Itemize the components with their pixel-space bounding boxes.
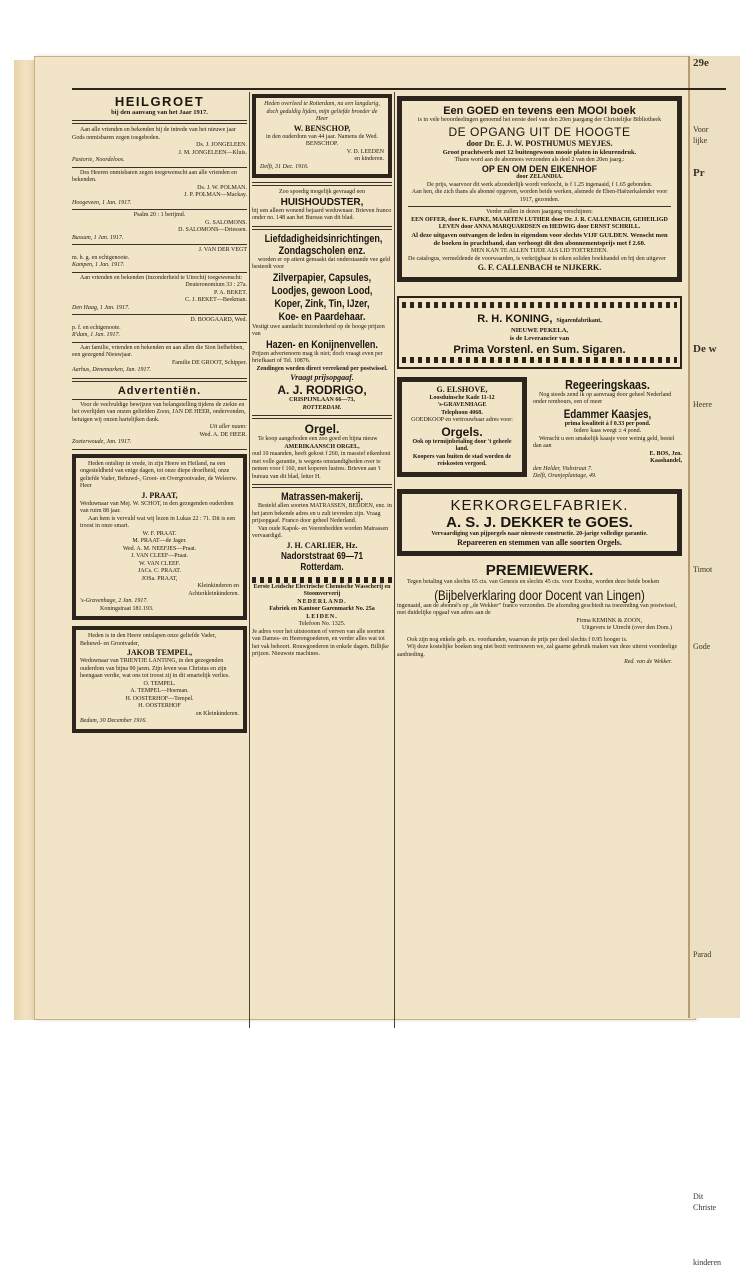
huishoudster-title: HUISHOUDSTER,	[280, 196, 364, 208]
greeting-place: Kampen, 1 Jan. 1917.	[72, 262, 125, 269]
greeting-signer: p. f. en echtgenoote.	[72, 324, 121, 331]
orgel-sub: AMERIKAANSCH ORGEL,	[284, 443, 360, 450]
divider	[72, 272, 247, 273]
kaas-kind: Kaashandel,	[650, 458, 682, 465]
greeting-signer: D. SALOMONS—Driessen.	[178, 227, 247, 234]
dekker-title: KERKORGELFABRIEK.	[450, 496, 629, 514]
elshove-advert	[397, 377, 527, 477]
column-3	[397, 96, 682, 1028]
greeting-signer: C. J. BEKET—Beekman.	[185, 297, 247, 304]
death-name: W. BENSCHOP,	[293, 123, 351, 133]
death-text: Aan hem is vervuld wat wij lezen in Lukas 22 : 71. Dit is een troost in onze smart.	[80, 515, 236, 530]
koning-kind: Sigarenfabrikant,	[556, 318, 602, 325]
divider	[252, 226, 392, 230]
greeting-text: Deuteronomium 33 : 27a.	[185, 282, 247, 289]
greeting-text: Aan alle vrienden en bekenden bij de intrede van het nieuwe jaar Gods onmisbaren zegen toegebeden.	[72, 127, 236, 141]
next-page-fragment	[688, 56, 740, 1267]
divider	[252, 182, 392, 186]
liefdadig-title: Zondagscholen enz.	[278, 244, 366, 257]
heilgroet-subtitle: bij den aanvang van het Jaar 1917.	[111, 109, 208, 116]
greeting-place: Pastorie, Noordeloos.	[72, 157, 125, 164]
wasscherij-tel: Telefoon No. 1325.	[298, 621, 346, 627]
liefdadig-hazen: Hazen- en Konijnenvellen.	[266, 338, 378, 351]
opgang-text: Verder zullen in dezen jaargang verschijnen:	[486, 209, 593, 216]
kaas-addr: den Helder, Visbstraat 7.	[533, 465, 593, 472]
ornament-row	[402, 302, 677, 308]
mourner: JACs. C. PRAAT.	[137, 568, 182, 575]
death-place: Bedum, 30 December 1916.	[80, 718, 147, 725]
greeting-signer: Ds. J. W. POLMAN.	[197, 184, 247, 191]
heilgroet-title: HEILGROET	[114, 94, 205, 109]
death-street: Koningstraat 181.193.	[100, 605, 154, 612]
matrassen-text: Van oude Kapok- en Veerenbedden worden Matrassen vervaardigd.	[252, 525, 389, 539]
greeting-text: Psalm 20 : 1 berijmd.	[133, 212, 186, 219]
greeting-place: Aarhus, Denemarken, Jan. 1917.	[72, 367, 152, 374]
advert-title: Advertentiën.	[117, 384, 202, 397]
death-place: Delft, 31 Dec. 1916.	[260, 163, 309, 170]
advert-sign-label: Uit aller naam:	[209, 424, 247, 431]
greeting-signer: G. SALOMONS.	[205, 219, 247, 226]
mourner: JOSa. PRAAT,	[141, 575, 178, 582]
orgel-title: Orgel.	[304, 422, 340, 436]
opgang-text: Thans word aan de abonnees verzonden als deel 2 van den 20en jaarg.:	[454, 156, 625, 163]
kaas-big: Edammer Kaasjes,	[563, 406, 652, 421]
liefdadig-title: Liefdadigheidsinrichtingen,	[264, 232, 383, 245]
dekker-text2: Repareeren en stemmen van alle soorten Orgels.	[457, 538, 622, 548]
opgang-text: Aan hen, die zich thans als abonné opgeven, worden beide werken, alsmede de Eben-Haëzerkalender voor 1917, gezonden.	[411, 189, 668, 203]
death-text: Heden is in den Heere ontslapen onze geliefde Vader, Behuwd- en Grootvader,	[80, 633, 217, 647]
elshove-big: Orgels.	[441, 424, 483, 439]
divider	[252, 484, 392, 488]
death-place: 's-Gravenhage, 2 Jan. 1917.	[80, 598, 148, 605]
opgang-text: MEN KAN TE ALLEN TIJDE ALS LID TOETREDEN.	[471, 248, 608, 255]
mourner: en Kleinkinderen.	[196, 710, 239, 717]
kaas-text: Iedere kaas weegt ± 4 pond.	[573, 428, 642, 435]
divider	[252, 415, 392, 419]
greeting-place: Hoogeveen, 1 Jan. 1917.	[72, 199, 132, 206]
mourner: J. VAN CLEEF—Praat.	[130, 553, 189, 560]
wasscherij-city: LEIDEN.	[306, 613, 338, 620]
premie-text: ingenaaid, aan de abonné's op „de Wekker” franco verzonden. De afzending geschiedt na toezending van postwissel, met duidelijke opgaaf van adres aan de	[397, 602, 677, 617]
mourner: W. VAN CLEEF.	[138, 560, 181, 567]
liefdadig-text: Prijzen advertenorm mag ik niet; doch vraagt even per briefkaart of Tel. 10876.	[252, 350, 383, 364]
premie-firm: Firma KEMINK & ZOON,	[576, 617, 642, 624]
mourner: Kleinkinderen en	[197, 583, 239, 590]
elshove-name: G. ELSHOVE,	[436, 384, 488, 394]
death-text: Weduwnaar van TRIENTJE LANTING, in den gezegenden ouderdom van bijna 90 jaren. Zijn leven was Christus en zijn heengaan verdie, wat ons tot troost zij in dit smartelijk verlies.	[80, 658, 230, 680]
premie-text: Ook zijn nog enkele geb. ex. voorhanden, waarvan de prijs per deel slechts f 0.95 hooger is.	[407, 636, 628, 643]
next-page-text: 29e Voor lijke Pr De w Heere Timot Gode Parad Dit Christe kinderen	[693, 57, 721, 1267]
divider	[72, 244, 247, 245]
row-elshove-kaas	[397, 377, 682, 481]
koning-city: NIEUWE PEKELA,	[510, 327, 569, 335]
greeting-place: R'dam, 1 Jan. 1917.	[72, 332, 120, 339]
dekker-name: A. S. J. DEKKER te GOES.	[446, 513, 633, 531]
kaas-title: Regeeringskaas.	[565, 376, 650, 392]
greeting-place: Den Haag, 1 Jan. 1917.	[72, 304, 130, 311]
divider	[72, 209, 247, 210]
liefdadig-text: Zendingen worden direct verrekend per postwissel.	[256, 365, 388, 372]
carlier-name: J. H. CARLIER, Hz.	[286, 540, 358, 550]
advert-text: Voor de veelvuldige bewijzen van belangstelling tijdens de ziekte en het overlijden van onzen geliefden Zoon, JAN DE HEER, ondervonden, betuigen wij onzen hartelijken dank.	[72, 401, 246, 423]
opgang-text: De catalogus, vermeldende de voorwaarden, is verkrijgbaar in eiken soliden boekhandel en bij den uitgever	[408, 255, 666, 262]
premie-firm2: Uitgevers te Utrecht (over den Dom.)	[582, 625, 672, 632]
huishoudster-text: bij een alleen wonend bejaard weduwnaar. Brieven franco onder no. 148 aan het Bureau van dit blad.	[252, 207, 392, 221]
koning-name: R. H. KONING,	[477, 313, 553, 326]
mourner: A. TEMPEL—Hoeman.	[130, 688, 189, 695]
greeting-text: Des Heeren onmisbaren zegen toegewenscht aan alle vrienden en bekenden.	[72, 169, 237, 184]
premie-text: Tegen betaling van slechts 65 cts. van Genesis en slechts 45 cts. voor Exodus, worden deze beide boeken	[407, 579, 660, 586]
kaas-advert	[533, 377, 682, 481]
liefdadig-materials: Zilverpapier, Capsules, Loodjes, gewoon Lood, Koper, Zink, Tin, IJzer, Koe- en Paardehaar.	[271, 271, 373, 323]
mourner: H. OOSTERHOF—Tempel.	[125, 695, 194, 702]
death-notice-benschop	[252, 94, 392, 178]
greeting-place: Bussum, 1 Jan. 1917.	[72, 234, 124, 241]
death-notice-tempel	[72, 626, 247, 733]
koning-line	[402, 309, 677, 327]
advert-signer: Wed. A. DE HEER.	[199, 431, 247, 438]
death-name: J. PRAAT,	[141, 490, 178, 500]
ornament-row	[402, 357, 677, 363]
divider	[72, 120, 247, 124]
opgang-text: is in vele beoordeelingen genoemd het eerste deel van den 20en jaargang der Christelijke Bibliotheek	[417, 117, 662, 123]
greeting-text: Aan vrienden en bekenden (inzonderheid te Utrecht) toegewenscht:	[80, 274, 243, 281]
rodrigo-name: A. J. RODRIGO,	[277, 383, 367, 397]
death-text: in den ouderdom van 44 jaar. Namens de Wed. BENSCHOP.	[265, 133, 379, 147]
death-name: JAKOB TEMPEL,	[126, 648, 193, 658]
wasscherij-fabriek: Fabriek en Kantoor Garenmarkt No. 25a	[269, 606, 375, 612]
wasscherij-text: Je adres voor het uitstoomen of verven van alle soorten van Dames- en Heerengoederen, en verder alles wat tot het vak behoort. Rouwgoederen in enkele dagen. Billijke prijzen. Nieuwste machines.	[252, 628, 389, 657]
kaas-text: prima kwaliteit à f 0.33 per pond.	[564, 420, 651, 427]
elshove-tel: Telephoon 4068.	[441, 409, 483, 416]
opgang-publisher: G. F. CALLENBACH te NIJKERK.	[477, 263, 602, 273]
mourner: Wed. A. M. NEEFJES—Praat.	[122, 545, 197, 552]
death-signer: en kinderen.	[354, 156, 384, 162]
column-2	[252, 94, 392, 1028]
carlier-street: Nadorststraat 69—71 Rotterdam.	[280, 550, 364, 573]
orgel-text: oud 10 maanden, heeft gekost f 260, in massief eikenhout met volle garantie, is wegens omstandigheden over te nemen voor f 160, met koperen lustres. Brieven aan 't bureau van dit blad, letter H.	[252, 451, 391, 480]
greeting-signer: P. A. BEKET.	[213, 289, 247, 296]
divider	[72, 399, 247, 400]
matrassen-title: Matrassen-makerij.	[281, 491, 363, 503]
column-1	[72, 94, 247, 1028]
wasscherij-title: Eerste Leidsche Electrische Chemische Wasscherij en Stoomververij	[253, 583, 391, 597]
huishoudster-intro: Zoo spoedig mogelijk gevraagd een	[279, 189, 365, 195]
greeting-signer: m. h. g. en echtgenoote.	[72, 254, 130, 261]
koning-product: Prima Vorstenl. en Sum. Sigaren.	[453, 343, 626, 356]
death-signer: V. D. LEEDEN	[346, 148, 384, 155]
elshove-text: GOEDKOOP en vertrouwbaar adres voor:	[411, 417, 513, 424]
elshove-city: 's-GRAVENHAGE	[437, 402, 487, 409]
divider	[72, 378, 247, 382]
opgang-title: Een GOED en tevens een MOOI boek	[443, 105, 636, 117]
rodrigo-city: ROTTERDAM.	[302, 404, 342, 411]
death-notice-praat	[72, 454, 247, 621]
liefdadig-text: Vestigt uwe aandacht inzonderheid op de hooge prijzen van	[252, 323, 385, 337]
opgang-big2: OP EN OM DEN EIKENHOF	[481, 164, 598, 175]
divider	[408, 206, 671, 207]
greeting-signer: D. BOOGAARD, Wed.	[190, 317, 247, 324]
koning-advert	[397, 296, 682, 368]
mourner: W. F. PRAAT.	[142, 530, 177, 537]
premie-sign: Red. van de Wekker.	[624, 659, 672, 666]
dekker-advert	[397, 489, 682, 557]
kaas-addr: Delft, Oranjeplantage, 49.	[533, 473, 597, 480]
ornament-row	[252, 577, 392, 583]
opgang-list: EEN OFFER, door K. FAPKE, MAARTEN LUTHER door Dr. J. R. CALLENBACH, GEHEILIGD LEVEN door ANNA MARQUARDSEN en HEDWIG door ERNST SCHRILL.	[411, 216, 668, 231]
kaas-text: Nog steeds zend ik op aanvraag door geheel Nederland onder rembours, een of meer	[533, 391, 672, 406]
greeting-text: Aan familie, vrienden en bekenden en aan allen die Sion liefhebben, een gezegend Nieuwjaar.	[72, 344, 244, 359]
opgang-author2: door ZELANDIA.	[516, 174, 563, 181]
opgang-big: DE OPGANG UIT DE HOOGTE	[448, 124, 631, 139]
matrassen-text: Besteld allen soorten MATRASSEN, BEDDEN, enz. in het jaren bekende adres en u zult tevreden zijn. Vraag prijsopgaaf. Franco door geheel Nederland.	[252, 503, 392, 524]
greeting-signer: J. P. POLMAN—Mackay.	[184, 192, 247, 199]
opgang-big3: Al deze uitgaven ontvangen de leden in eigendom voor slechts VIJF GULDEN. Wenscht men de boeken in prachtband, dan verhoogt dit den abonnementsprijs met f 2.60.	[411, 231, 668, 247]
orgel-text: Te koop aangeboden een zoo goed en bijna nieuw	[258, 436, 378, 442]
greeting-signer: Ds. J. JONGELEEN.	[196, 142, 247, 149]
kaas-name: E. BOS, Jzn.	[649, 450, 682, 457]
mourner: Achterkleinkinderen.	[188, 590, 239, 597]
opgang-sub: Groot prachtwerk met 12 buitengewoon mooie platen in kleurendruk.	[442, 148, 637, 156]
advert-place: Zoeterwoude, Jan. 1917.	[72, 439, 132, 446]
divider	[72, 167, 247, 168]
opgang-author: door Dr. E. J. W. POSTHUMUS MEYJES.	[466, 138, 613, 148]
divider	[72, 449, 247, 450]
mourner: H. OOSTERHOF	[138, 703, 181, 710]
rodrigo-street: CRISPIJNLAAN 66—73,	[289, 397, 355, 403]
divider	[72, 314, 247, 315]
elshove-street: Loosduinsche Kade 11-12	[429, 394, 495, 401]
premie-big: (Bijbelverklaring door Docent van Lingen)	[434, 586, 645, 603]
dekker-text: Vervaardiging van pijporgels naar nieuwste constructie. 20-jarige volledige garantie.	[431, 530, 648, 537]
divider	[72, 342, 247, 343]
elshove-text: Ook op termijnbetaling door 't geheele land.	[412, 438, 512, 453]
death-text: Heden ontsliep in vrede, in zijn Heere en Heiland, na een ongesteldheid van enige dagen, tot onze diepe droefheid, onze geliefde Vader, Behuwd-, Groot- en Overgrootvader, de Weleerw. Heer	[80, 460, 238, 490]
kaas-text: Wenscht u een smakelijk kaasje voor weinig geld, bestel dan aan	[533, 435, 675, 450]
greeting-signer: Familie DE GROOT, Schipper.	[171, 359, 247, 366]
death-text: Heden overleed te Rotterdam, na een langdurig, doch geduldig lijden, mijn geliefde broeder de Heer	[264, 101, 380, 122]
greeting-signer: J. VAN DER VEGT	[198, 247, 247, 254]
liefdadig-text: worden er op attent gemaakt dat onderstaande vee geld besteedt voor	[252, 256, 390, 270]
top-rule	[72, 88, 726, 90]
death-text: Weduwnaar van Mej. W. SCHOT, in den gezegenden ouderdom van ruim 88 jaar.	[80, 500, 234, 515]
premie-title: PREMIEWERK.	[485, 562, 594, 580]
elshove-text: Koopers van buiten de stad worden de reiskosten vergoed.	[412, 453, 512, 468]
liefdadig-prijs: Vraagt prijsopgaaf.	[290, 373, 354, 382]
premie-text: Wij deze kostelijke boeken nog niet bezit vertrouwen we, zal gaarne gebruik maken van deze uiterst voordeelige aanbieding.	[397, 644, 678, 658]
column-rule	[249, 92, 250, 1028]
column-rule	[394, 92, 395, 1028]
koning-text: is de Leverancier van	[509, 335, 570, 343]
opgang-prices: De prijs, waarvoor dit werk afzonderlijk wordt verkocht, is f 1.25 ingenaaid, f 1.65 gebonden.	[426, 181, 653, 188]
greeting-signer: J. M. JONGELEEN—Kluis.	[178, 149, 247, 156]
mourner: O. TEMPEL.	[143, 680, 176, 687]
opgang-advert	[397, 96, 682, 282]
mourner: M. PRAAT—de Jager.	[132, 538, 187, 545]
wasscherij-nl: NEDERLAND.	[297, 598, 347, 605]
